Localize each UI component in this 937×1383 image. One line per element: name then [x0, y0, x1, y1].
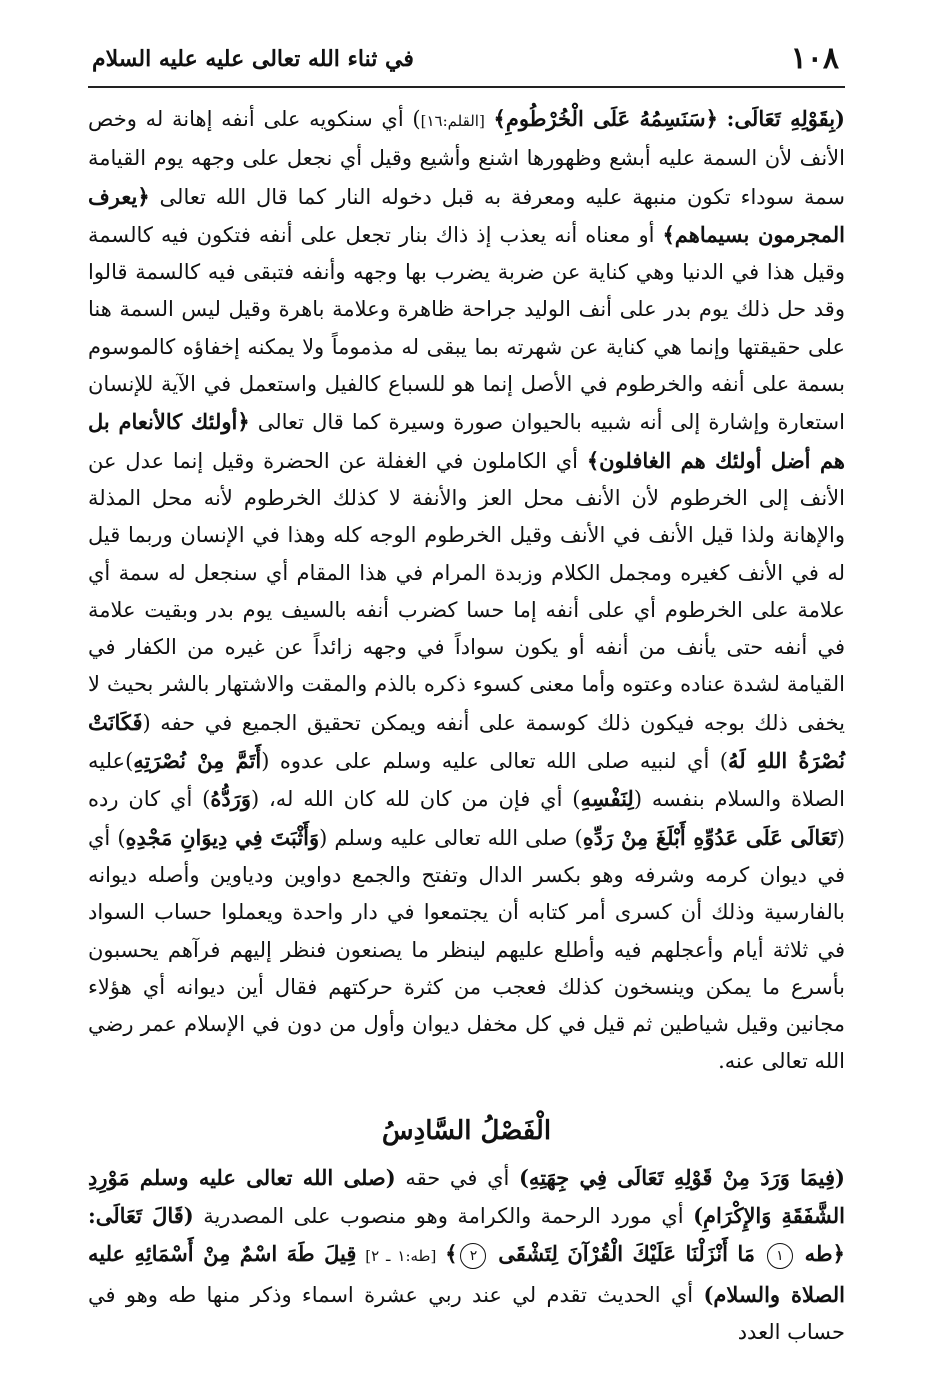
matn-text: تَعَالَى عَلَى عَدُوِّهِ أَبْلَغَ مِنْ رَدِّهِ [582, 824, 837, 850]
quran-verse: ﴿أولئك كالأنعام بل هم أضل أولئك هم الغافلون﴾ [88, 409, 845, 473]
commentary-text: ) أي كان رده ( [88, 787, 845, 850]
page-body [88, 100, 845, 1351]
paragraph-section-six [88, 1159, 845, 1351]
paragraph-commentary [88, 100, 845, 1081]
commentary-text: ) أي لنبيه صلى الله تعالى عليه وسلم على عدوه ( [261, 749, 728, 774]
ayah-number-marker: ١ [767, 1243, 793, 1269]
header-rule [88, 86, 845, 88]
matn-text: وَرَدُّهُ [210, 786, 251, 812]
page-number: ١٠٨ [790, 41, 839, 76]
commentary-text: أي الحديث تقدم لي عند ربي عشرة اسماء وذكر منها طه وهو في حساب العدد [88, 1282, 845, 1344]
running-title: في ثناء الله تعالى عليه عليه السلام [92, 46, 414, 72]
matn-text: قِيلَ طَهَ اسْمٌ مِنْ أَسْمَائِهِ عليه الصلاة والسلام) [88, 1241, 845, 1307]
matn-text: أَتَمَّ مِنْ نُصْرَتِهِ [133, 748, 262, 774]
ayah-number-marker: ٢ [460, 1243, 486, 1269]
matn-text: وَأَثْبَتَ فِي دِيوَانِ مَجْدِهِ [125, 824, 320, 850]
page-header [88, 38, 845, 82]
section-heading: الْفَصْلُ السَّادِسُ [381, 1115, 552, 1146]
matn-text: (صلى الله تعالى عليه وسلم مَوْرِدِ الشَّفَقَةِ وَالإِكْرَامِ) [88, 1164, 845, 1229]
quote-opening: (بِقَوْلِهِ تَعَالَى: [726, 106, 845, 131]
verse-close-bracket: ﴾ [445, 1241, 458, 1267]
commentary-text: أي الكاملون في الغفلة عن الحضرة وقيل إنما عدل عن الأنف إلى الخرطوم لأن الأنف محل العز والأنفة لا كذلك الخرطوم لأنه محل المذلة والإهانة ولذا قيل الأنف في الأنف وقيل الخرطوم الوجه كله وهذا في الإنسان وربما قيل له في الأنف كغيره ومجمل الكلام وزبدة المرام في هذا المقام أي سنجعل له سمة أي علامة على الخرطوم أي على أنفه إما حسا كضرب أنفه بالسيف يوم بدر وبقيت علامة في أنفه حتى يأنف من أنفه أو يكون سواداً في وجهه زائداً عن غيره من الكفار في القيامة لشدة عناده وعتوه وأما معنى كسوء ذكره بالذم والمقت والاشتهار بالشر بحيث لا يخفى ذلك بوجه فيكون ذلك كوسمة على أنفه ويمكن تحقيق الجميع في حفه ( [88, 448, 845, 735]
commentary-text: ) أي سنكويه على أنفه إهانة له وخص الأنف لأن السمة عليه أبشع وظهورها اشنع وأشيع وقيل أي نجعل على وجهه يوم القيامة سمة سوداء تكون منبهة عليه ومعرفة به قبل دخوله النار كما قال الله تعالى [88, 107, 845, 209]
matn-text: (قَالَ تَعَالَى: [88, 1203, 194, 1229]
verse-reference: [القلم:١٦] [420, 112, 485, 130]
matn-text: فَكَانَتْ نُصْرَةُ اللهِ لَهُ [88, 709, 846, 774]
quran-verse: ﴿طه [804, 1241, 845, 1267]
matn-text: لِنَفْسِهِ [580, 786, 634, 812]
commentary-text: أو معناه أنه يعذب إذ ذاك بنار تجعل على أنفه فتكون فيه كالسمة وقيل هذا في الدنيا وهي كناية عن ضربة يضرب بها وجهه وأنفه فتبقى فيه كالسمة قالوا وقد حل ذلك يوم بدر على أنف الوليد جراحة ظاهرة وعلامة باهرة وقيل ليس السمة هنا على حقيقتها وإنما هي كناية عن شهرته بما يبقى له مذموماً ولا يمكنه إخفاؤه كالموسوم بسمة على أنفه والخرطوم في الأصل إنما هو للسباع كالفيل واستعمل في الآية للإنسان استعارة وإشارة إلى أنه شبيه بالحيوان صورة وسيرة كما قال تعالى [88, 222, 845, 435]
commentary-text: أي مورد الرحمة والكرامة وهو منصوب على المصدرية [203, 1204, 684, 1229]
quran-verse: ﴿يعرف المجرمون بسيماهم﴾ [88, 183, 846, 247]
matn-text: (فِيمَا وَرَدَ مِنْ قَوْلِهِ تَعَالَى فِي جِهَتِهِ) [519, 1164, 845, 1190]
commentary-text: )عليه الصلاة والسلام بنفسه ( [88, 749, 845, 812]
commentary-text: ) صلى الله تعالى عليه وسلم ( [319, 825, 583, 850]
verse-reference: [طه:١ ـ ٢] [365, 1247, 437, 1266]
quran-verse: مَا أَنْزَلْنَا عَلَيْكَ الْقُرْآنَ لِتَشْقَى [498, 1241, 756, 1267]
commentary-text: ) أي فإن من كان لله كان الله له، ( [250, 787, 581, 812]
quran-verse: ﴿سَنَسِمُهُ عَلَى الْخُرْطُومِ﴾ [493, 106, 718, 131]
commentary-text: أي في حقه [405, 1165, 510, 1190]
commentary-text: ) أي في ديوان كرمه وشرفه وهو بكسر الدال وتفتح والجمع دواوين ودياوين وأصله ديوانه بالفارسية وذلك أن كسرى أمر كتابه أن يجتمعوا في دار واحدة ويعملوا حساب السواد في ثلاثة أيام وأعجلهم فيه وأطلع عليهم لينظر ما يصنعون فنظر إليهم فرآهم يحسبون بأسرع ما يمكن وينسخون كذلك فعجب من كثرة حركتهم فقال أين ديوانه أي هؤلاء مجانين وقيل شياطين ثم قيل في كل مخفل ديوان وأول من دون في الإسلام عمر رضي الله تعالى عنه. [88, 825, 845, 1074]
